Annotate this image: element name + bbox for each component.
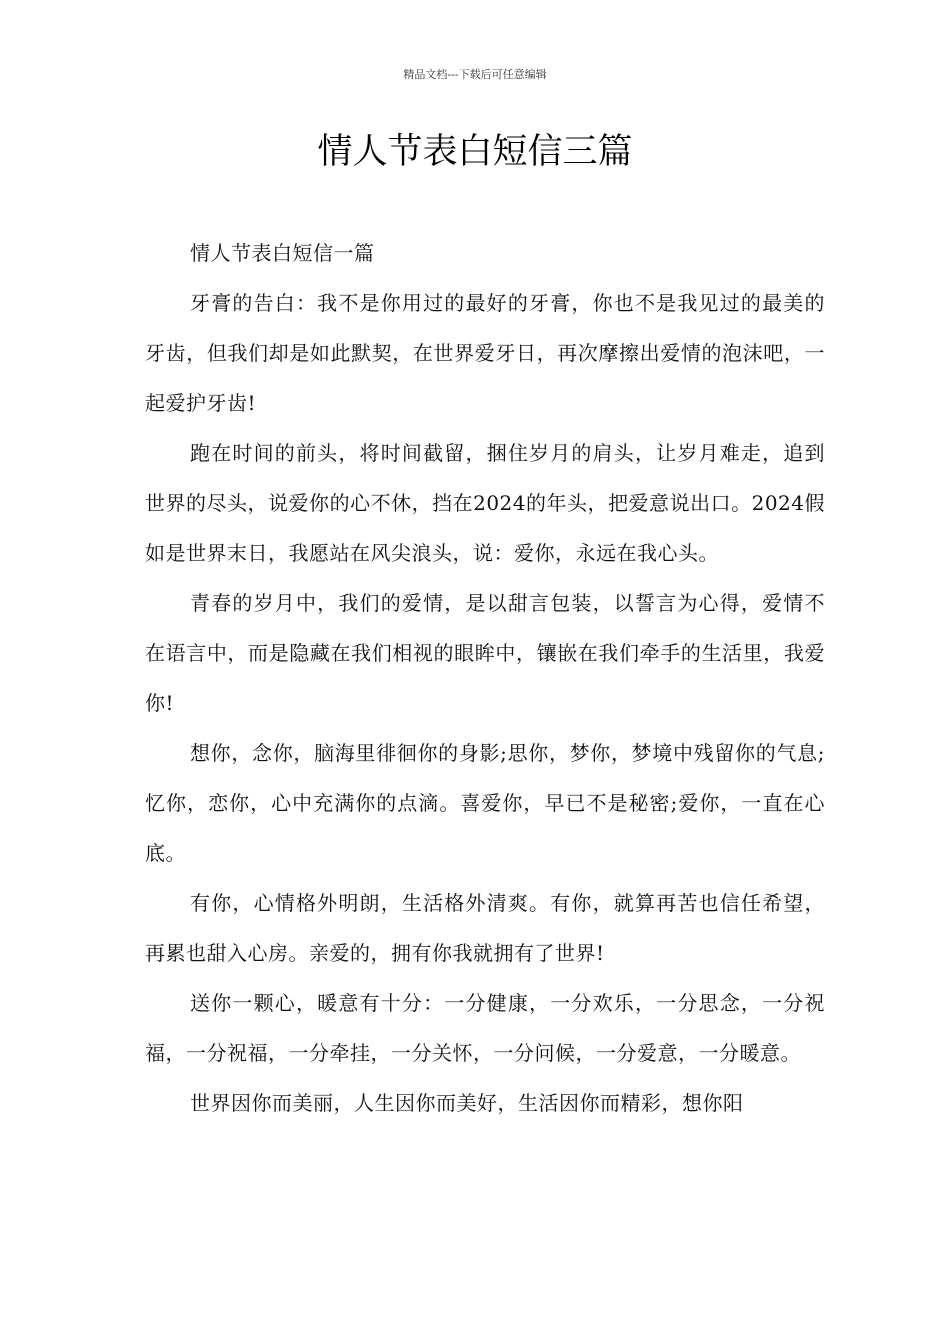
paragraph: 世界因你而美丽，人生因你而美好，生活因你而精彩，想你阳 — [190, 1091, 744, 1115]
paragraph: 有你，心情格外明朗，生活格外清爽。有你，就算再苦也信任希望，再累也甜入心房。亲爱的，拥有你我就拥有了世界! — [145, 891, 825, 965]
paragraph: 青春的岁月中，我们的爱情，是以甜言包装，以誓言为心得，爱情不在语言中，而是隐藏在我们相视的眼眸中，镶嵌在我们牵手的生活里，我爱你! — [145, 591, 825, 715]
document-title: 情人节表白短信三篇 — [317, 132, 633, 172]
paragraph: 牙膏的告白：我不是你用过的最好的牙膏，你也不是我见过的最美的牙齿，但我们却是如此默契，在世界爱牙日，再次摩擦出爱情的泡沫吧，一起爱护牙齿! — [145, 291, 825, 415]
paragraph: 想你，念你，脑海里徘徊你的身影;思你，梦你，梦境中残留你的气息;忆你，恋你，心中充满你的点滴。喜爱你，早已不是秘密;爱你，一直在心底。 — [145, 741, 825, 865]
document-body — [145, 228, 825, 1128]
header-note: 精品文档---下载后可任意编辑 — [403, 68, 547, 81]
paragraph: 跑在时间的前头，将时间截留，捆住岁月的肩头，让岁月难走，追到世界的尽头，说爱你的心不休，挡在2024的年头，把爱意说出口。2024假如是世界末日，我愿站在风尖浪头，说：爱你，永远在我心头。 — [145, 441, 825, 565]
paragraph: 送你一颗心，暖意有十分：一分健康，一分欢乐，一分思念，一分祝福，一分祝福，一分牵挂，一分关怀，一分问候，一分爱意，一分暖意。 — [145, 991, 825, 1065]
section-heading: 情人节表白短信一篇 — [190, 241, 375, 265]
